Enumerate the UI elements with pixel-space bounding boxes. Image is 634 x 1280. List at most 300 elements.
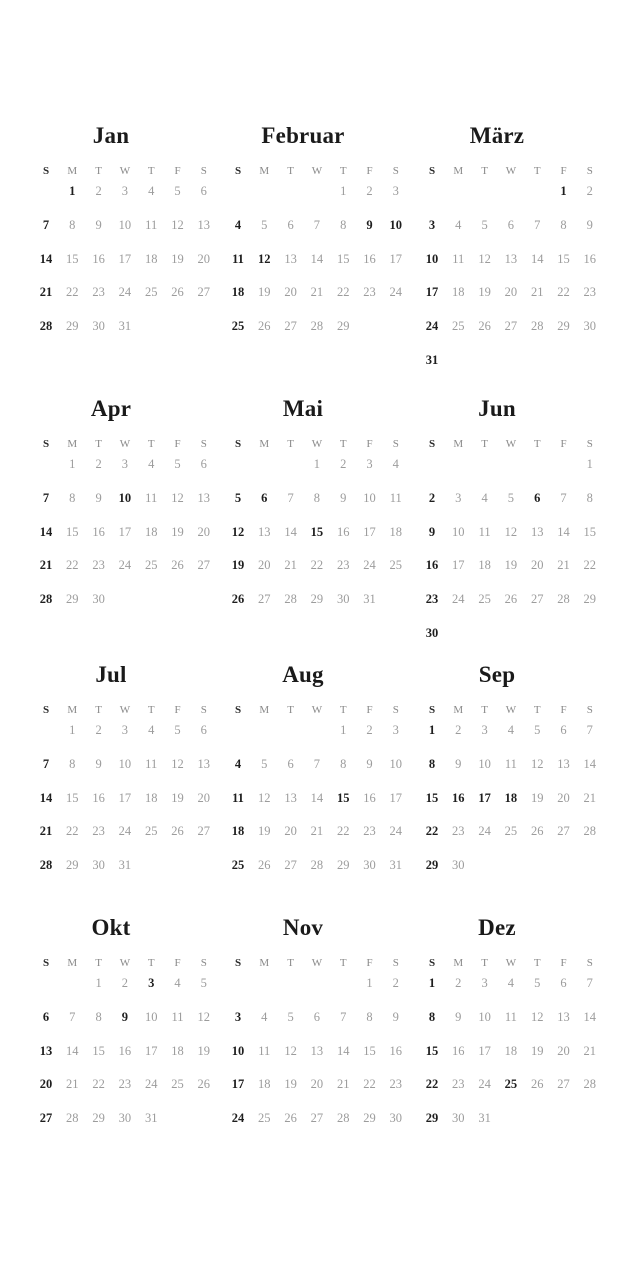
day-cell[interactable]: 16	[118, 1043, 132, 1058]
day-cell[interactable]: 24	[389, 285, 403, 300]
day-cell[interactable]: 11	[232, 251, 244, 266]
day-cell[interactable]: 18	[478, 558, 491, 573]
day-cell[interactable]: 28	[583, 824, 597, 839]
day-cell[interactable]: 5	[174, 457, 181, 471]
day-cell[interactable]: 11	[258, 1043, 271, 1058]
day-cell[interactable]: 14	[557, 524, 570, 539]
day-cell[interactable]: 2	[366, 723, 373, 737]
day-cell[interactable]: 22	[425, 824, 439, 839]
day-cell[interactable]: 26	[231, 592, 245, 607]
day-cell[interactable]: 23	[363, 824, 376, 839]
day-cell[interactable]: 20	[197, 790, 211, 805]
day-cell[interactable]: 27	[310, 1111, 324, 1126]
day-cell[interactable]: 14	[284, 524, 297, 539]
day-cell[interactable]: 22	[92, 1077, 105, 1092]
day-cell[interactable]: 16	[92, 524, 105, 539]
day-cell[interactable]: 23	[583, 285, 597, 300]
day-cell[interactable]: 16	[92, 251, 105, 266]
day-cell[interactable]: 24	[425, 319, 439, 334]
day-cell[interactable]: 6	[200, 723, 207, 737]
day-cell[interactable]: 15	[336, 790, 350, 805]
day-cell[interactable]: 3	[428, 217, 436, 232]
day-cell[interactable]: 9	[455, 756, 462, 771]
day-cell[interactable]: 15	[310, 524, 324, 539]
day-cell[interactable]: 8	[313, 490, 321, 505]
day-cell[interactable]: 13	[284, 790, 297, 805]
day-cell[interactable]: 9	[392, 1009, 399, 1024]
day-cell[interactable]: 28	[336, 1111, 350, 1126]
day-cell[interactable]: 2	[392, 976, 399, 990]
day-cell[interactable]: 4	[261, 1009, 268, 1024]
day-cell[interactable]: 4	[455, 217, 462, 232]
day-cell[interactable]: 27	[284, 319, 297, 334]
day-cell[interactable]: 21	[336, 1077, 350, 1092]
day-cell[interactable]: 18	[144, 524, 158, 539]
day-cell[interactable]: 21	[530, 285, 544, 300]
day-cell[interactable]: 8	[340, 756, 347, 771]
day-cell[interactable]: 30	[92, 319, 105, 334]
day-cell[interactable]: 27	[284, 858, 297, 873]
day-cell[interactable]: 10	[231, 1043, 245, 1058]
day-cell[interactable]: 5	[174, 723, 181, 737]
day-cell[interactable]: 25	[231, 858, 245, 873]
day-cell[interactable]: 23	[92, 824, 105, 839]
day-cell[interactable]: 2	[121, 976, 129, 990]
day-cell[interactable]: 6	[200, 184, 207, 198]
day-cell[interactable]: 8	[560, 217, 567, 232]
day-cell[interactable]: 8	[69, 217, 76, 232]
day-cell[interactable]: 7	[313, 756, 321, 771]
day-cell[interactable]: 21	[557, 558, 570, 573]
day-cell[interactable]: 20	[258, 558, 271, 573]
day-cell[interactable]: 5	[287, 1009, 294, 1024]
day-cell[interactable]: 26	[258, 858, 271, 873]
day-cell[interactable]: 10	[144, 1009, 158, 1024]
day-cell[interactable]: 19	[258, 285, 271, 300]
day-cell[interactable]: 12	[504, 524, 518, 539]
day-cell[interactable]: 4	[234, 217, 242, 232]
day-cell[interactable]: 22	[557, 285, 570, 300]
day-cell[interactable]: 26	[258, 319, 271, 334]
day-cell[interactable]: 14	[583, 756, 597, 771]
day-cell[interactable]: 2	[586, 184, 593, 198]
day-cell[interactable]: 3	[366, 457, 373, 471]
day-cell[interactable]: 19	[171, 790, 184, 805]
day-cell[interactable]: 11	[145, 217, 158, 232]
day-cell[interactable]: 19	[171, 524, 184, 539]
day-cell[interactable]: 11	[145, 756, 158, 771]
day-cell[interactable]: 10	[478, 1009, 491, 1024]
day-cell[interactable]: 17	[389, 790, 403, 805]
day-cell[interactable]: 28	[39, 592, 53, 607]
day-cell[interactable]: 14	[310, 251, 324, 266]
day-cell[interactable]: 14	[336, 1043, 350, 1058]
day-cell[interactable]: 27	[197, 824, 211, 839]
day-cell[interactable]: 9	[95, 756, 102, 771]
day-cell[interactable]: 25	[144, 824, 158, 839]
day-cell[interactable]: 6	[313, 1009, 321, 1024]
day-cell[interactable]: 1	[69, 723, 76, 737]
day-cell[interactable]: 9	[455, 1009, 462, 1024]
day-cell[interactable]: 8	[340, 217, 347, 232]
day-cell[interactable]: 17	[231, 1077, 245, 1092]
day-cell[interactable]: 20	[557, 790, 570, 805]
day-cell[interactable]: 3	[481, 976, 488, 990]
day-cell[interactable]: 21	[583, 1043, 597, 1058]
day-cell[interactable]: 6	[261, 490, 268, 505]
day-cell[interactable]: 4	[507, 976, 515, 990]
day-cell[interactable]: 27	[197, 285, 211, 300]
day-cell[interactable]: 9	[428, 524, 436, 539]
day-cell[interactable]: 24	[389, 824, 403, 839]
day-cell[interactable]: 15	[66, 251, 79, 266]
day-cell[interactable]: 28	[284, 592, 297, 607]
day-cell[interactable]: 23	[92, 558, 105, 573]
day-cell[interactable]: 27	[39, 1111, 53, 1126]
day-cell[interactable]: 2	[95, 723, 102, 737]
day-cell[interactable]: 18	[452, 285, 465, 300]
day-cell[interactable]: 11	[232, 790, 244, 805]
day-cell[interactable]: 13	[557, 1009, 570, 1024]
day-cell[interactable]: 7	[313, 217, 321, 232]
day-cell[interactable]: 29	[425, 858, 439, 873]
day-cell[interactable]: 7	[42, 756, 50, 771]
day-cell[interactable]: 13	[197, 756, 211, 771]
day-cell[interactable]: 18	[231, 824, 245, 839]
day-cell[interactable]: 21	[39, 285, 53, 300]
day-cell[interactable]: 17	[118, 790, 132, 805]
day-cell[interactable]: 22	[66, 285, 79, 300]
day-cell[interactable]: 14	[39, 790, 53, 805]
day-cell[interactable]: 23	[363, 285, 376, 300]
day-cell[interactable]: 7	[287, 490, 294, 505]
day-cell[interactable]: 26	[530, 824, 544, 839]
day-cell[interactable]: 15	[425, 790, 439, 805]
day-cell[interactable]: 13	[310, 1043, 324, 1058]
day-cell[interactable]: 18	[231, 285, 245, 300]
day-cell[interactable]: 18	[504, 1043, 518, 1058]
day-cell[interactable]: 16	[363, 790, 376, 805]
day-cell[interactable]: 3	[392, 723, 399, 737]
day-cell[interactable]: 26	[171, 285, 184, 300]
day-cell[interactable]: 13	[284, 251, 297, 266]
day-cell[interactable]: 16	[389, 1043, 403, 1058]
day-cell[interactable]: 24	[118, 558, 132, 573]
day-cell[interactable]: 1	[340, 184, 347, 198]
day-cell[interactable]: 12	[171, 217, 184, 232]
day-cell[interactable]: 18	[258, 1077, 271, 1092]
day-cell[interactable]: 29	[66, 319, 79, 334]
day-cell[interactable]: 3	[148, 976, 155, 990]
day-cell[interactable]: 19	[258, 824, 271, 839]
day-cell[interactable]: 16	[452, 790, 465, 805]
day-cell[interactable]: 10	[425, 251, 439, 266]
day-cell[interactable]: 20	[284, 285, 297, 300]
day-cell[interactable]: 25	[452, 319, 465, 334]
day-cell[interactable]: 6	[287, 217, 294, 232]
day-cell[interactable]: 2	[428, 490, 436, 505]
day-cell[interactable]: 23	[452, 824, 465, 839]
day-cell[interactable]: 24	[118, 824, 132, 839]
day-cell[interactable]: 20	[39, 1077, 53, 1092]
day-cell[interactable]: 29	[310, 592, 324, 607]
day-cell[interactable]: 7	[586, 976, 593, 990]
day-cell[interactable]: 26	[504, 592, 518, 607]
day-cell[interactable]: 5	[174, 184, 181, 198]
day-cell[interactable]: 20	[284, 824, 297, 839]
day-cell[interactable]: 3	[481, 723, 488, 737]
day-cell[interactable]: 26	[171, 824, 184, 839]
day-cell[interactable]: 1	[340, 723, 347, 737]
day-cell[interactable]: 11	[504, 756, 517, 771]
day-cell[interactable]: 30	[92, 592, 105, 607]
day-cell[interactable]: 12	[231, 524, 245, 539]
day-cell[interactable]: 26	[284, 1111, 297, 1126]
day-cell[interactable]: 2	[455, 976, 462, 990]
day-cell[interactable]: 15	[583, 524, 597, 539]
day-cell[interactable]: 9	[366, 756, 373, 771]
day-cell[interactable]: 29	[66, 592, 79, 607]
day-cell[interactable]: 16	[425, 558, 439, 573]
day-cell[interactable]: 27	[557, 824, 570, 839]
day-cell[interactable]: 31	[118, 858, 132, 873]
day-cell[interactable]: 1	[69, 457, 76, 471]
day-cell[interactable]: 13	[39, 1043, 53, 1058]
day-cell[interactable]: 12	[530, 756, 544, 771]
day-cell[interactable]: 22	[310, 558, 324, 573]
day-cell[interactable]: 15	[363, 1043, 376, 1058]
day-cell[interactable]: 25	[504, 824, 518, 839]
day-cell[interactable]: 10	[389, 217, 403, 232]
day-cell[interactable]: 4	[507, 723, 515, 737]
day-cell[interactable]: 24	[452, 592, 465, 607]
day-cell[interactable]: 20	[557, 1043, 570, 1058]
day-cell[interactable]: 31	[389, 858, 403, 873]
day-cell[interactable]: 25	[144, 285, 158, 300]
day-cell[interactable]: 21	[310, 285, 324, 300]
day-cell[interactable]: 17	[118, 251, 132, 266]
day-cell[interactable]: 8	[69, 756, 76, 771]
day-cell[interactable]: 10	[118, 217, 132, 232]
day-cell[interactable]: 25	[144, 558, 158, 573]
day-cell[interactable]: 20	[310, 1077, 324, 1092]
day-cell[interactable]: 12	[478, 251, 491, 266]
day-cell[interactable]: 25	[478, 592, 491, 607]
day-cell[interactable]: 28	[39, 319, 53, 334]
day-cell[interactable]: 8	[366, 1009, 373, 1024]
day-cell[interactable]: 31	[363, 592, 376, 607]
day-cell[interactable]: 20	[197, 251, 211, 266]
day-cell[interactable]: 9	[366, 217, 373, 232]
day-cell[interactable]: 17	[478, 1043, 491, 1058]
day-cell[interactable]: 28	[66, 1111, 79, 1126]
day-cell[interactable]: 20	[504, 285, 518, 300]
day-cell[interactable]: 15	[425, 1043, 439, 1058]
day-cell[interactable]: 25	[389, 558, 403, 573]
day-cell[interactable]: 19	[504, 558, 518, 573]
day-cell[interactable]: 29	[336, 319, 350, 334]
day-cell[interactable]: 1	[428, 976, 436, 990]
day-cell[interactable]: 2	[95, 184, 102, 198]
day-cell[interactable]: 30	[583, 319, 597, 334]
day-cell[interactable]: 4	[234, 756, 242, 771]
day-cell[interactable]: 18	[171, 1043, 184, 1058]
day-cell[interactable]: 8	[95, 1009, 102, 1024]
day-cell[interactable]: 12	[197, 1009, 211, 1024]
day-cell[interactable]: 1	[95, 976, 102, 990]
day-cell[interactable]: 23	[118, 1077, 132, 1092]
day-cell[interactable]: 21	[39, 558, 53, 573]
day-cell[interactable]: 28	[583, 1077, 597, 1092]
day-cell[interactable]: 17	[389, 251, 403, 266]
day-cell[interactable]: 18	[144, 251, 158, 266]
day-cell[interactable]: 25	[258, 1111, 271, 1126]
day-cell[interactable]: 20	[530, 558, 544, 573]
day-cell[interactable]: 5	[534, 723, 541, 737]
day-cell[interactable]: 12	[171, 490, 184, 505]
day-cell[interactable]: 24	[118, 285, 132, 300]
day-cell[interactable]: 29	[557, 319, 570, 334]
day-cell[interactable]: 31	[118, 319, 132, 334]
day-cell[interactable]: 22	[336, 824, 350, 839]
day-cell[interactable]: 1	[69, 184, 76, 198]
day-cell[interactable]: 12	[284, 1043, 297, 1058]
day-cell[interactable]: 11	[389, 490, 402, 505]
day-cell[interactable]: 28	[310, 858, 324, 873]
day-cell[interactable]: 11	[171, 1009, 184, 1024]
day-cell[interactable]: 16	[92, 790, 105, 805]
day-cell[interactable]: 22	[583, 558, 597, 573]
day-cell[interactable]: 15	[92, 1043, 105, 1058]
day-cell[interactable]: 7	[42, 490, 50, 505]
day-cell[interactable]: 19	[478, 285, 491, 300]
day-cell[interactable]: 6	[534, 490, 541, 505]
day-cell[interactable]: 1	[366, 976, 373, 990]
day-cell[interactable]: 12	[530, 1009, 544, 1024]
day-cell[interactable]: 15	[557, 251, 570, 266]
day-cell[interactable]: 2	[455, 723, 462, 737]
day-cell[interactable]: 5	[481, 217, 488, 232]
day-cell[interactable]: 8	[586, 490, 593, 505]
day-cell[interactable]: 30	[336, 592, 350, 607]
day-cell[interactable]: 9	[340, 490, 347, 505]
day-cell[interactable]: 1	[586, 457, 593, 471]
day-cell[interactable]: 30	[389, 1111, 403, 1126]
day-cell[interactable]: 4	[392, 457, 399, 471]
day-cell[interactable]: 5	[261, 217, 268, 232]
day-cell[interactable]: 10	[118, 490, 132, 505]
day-cell[interactable]: 8	[69, 490, 76, 505]
day-cell[interactable]: 15	[66, 524, 79, 539]
day-cell[interactable]: 12	[171, 756, 184, 771]
day-cell[interactable]: 29	[66, 858, 79, 873]
day-cell[interactable]: 14	[66, 1043, 79, 1058]
day-cell[interactable]: 3	[392, 184, 399, 198]
day-cell[interactable]: 14	[583, 1009, 597, 1024]
day-cell[interactable]: 25	[231, 319, 245, 334]
day-cell[interactable]: 21	[284, 558, 297, 573]
day-cell[interactable]: 30	[363, 858, 376, 873]
day-cell[interactable]: 1	[560, 184, 567, 198]
day-cell[interactable]: 23	[336, 558, 350, 573]
day-cell[interactable]: 28	[39, 858, 53, 873]
day-cell[interactable]: 17	[363, 524, 376, 539]
day-cell[interactable]: 3	[234, 1009, 242, 1024]
day-cell[interactable]: 24	[363, 558, 376, 573]
day-cell[interactable]: 30	[425, 626, 439, 640]
day-cell[interactable]: 22	[336, 285, 350, 300]
day-cell[interactable]: 8	[428, 756, 436, 771]
day-cell[interactable]: 25	[171, 1077, 184, 1092]
day-cell[interactable]: 13	[197, 217, 211, 232]
day-cell[interactable]: 26	[478, 319, 491, 334]
day-cell[interactable]: 6	[560, 723, 567, 737]
day-cell[interactable]: 19	[284, 1077, 297, 1092]
day-cell[interactable]: 24	[478, 1077, 491, 1092]
day-cell[interactable]: 19	[171, 251, 184, 266]
day-cell[interactable]: 6	[560, 976, 567, 990]
day-cell[interactable]: 26	[197, 1077, 211, 1092]
day-cell[interactable]: 19	[530, 790, 544, 805]
day-cell[interactable]: 6	[42, 1009, 50, 1024]
day-cell[interactable]: 7	[69, 1009, 76, 1024]
day-cell[interactable]: 2	[95, 457, 102, 471]
day-cell[interactable]: 24	[231, 1111, 245, 1126]
day-cell[interactable]: 15	[66, 790, 79, 805]
day-cell[interactable]: 23	[452, 1077, 465, 1092]
day-cell[interactable]: 18	[144, 790, 158, 805]
day-cell[interactable]: 17	[118, 524, 132, 539]
day-cell[interactable]: 30	[118, 1111, 132, 1126]
day-cell[interactable]: 4	[148, 723, 155, 737]
day-cell[interactable]: 2	[366, 184, 373, 198]
day-cell[interactable]: 9	[586, 217, 593, 232]
day-cell[interactable]: 27	[197, 558, 211, 573]
day-cell[interactable]: 31	[478, 1111, 491, 1126]
day-cell[interactable]: 13	[530, 524, 544, 539]
day-cell[interactable]: 9	[95, 217, 102, 232]
day-cell[interactable]: 5	[507, 490, 515, 505]
day-cell[interactable]: 8	[428, 1009, 436, 1024]
day-cell[interactable]: 22	[425, 1077, 439, 1092]
day-cell[interactable]: 28	[310, 319, 324, 334]
day-cell[interactable]: 9	[121, 1009, 129, 1024]
day-cell[interactable]: 27	[557, 1077, 570, 1092]
day-cell[interactable]: 9	[95, 490, 102, 505]
day-cell[interactable]: 21	[66, 1077, 79, 1092]
day-cell[interactable]: 30	[92, 858, 105, 873]
day-cell[interactable]: 30	[452, 1111, 465, 1126]
day-cell[interactable]: 17	[452, 558, 465, 573]
day-cell[interactable]: 26	[171, 558, 184, 573]
day-cell[interactable]: 10	[452, 524, 465, 539]
day-cell[interactable]: 28	[557, 592, 570, 607]
day-cell[interactable]: 30	[452, 858, 465, 873]
day-cell[interactable]: 6	[287, 756, 294, 771]
day-cell[interactable]: 10	[389, 756, 403, 771]
day-cell[interactable]: 22	[66, 558, 79, 573]
day-cell[interactable]: 17	[144, 1043, 158, 1058]
day-cell[interactable]: 23	[92, 285, 105, 300]
day-cell[interactable]: 14	[39, 524, 53, 539]
day-cell[interactable]: 19	[197, 1043, 211, 1058]
day-cell[interactable]: 7	[534, 217, 541, 232]
day-cell[interactable]: 16	[336, 524, 350, 539]
day-cell[interactable]: 29	[92, 1111, 105, 1126]
day-cell[interactable]: 23	[389, 1077, 403, 1092]
day-cell[interactable]: 25	[504, 1077, 518, 1092]
day-cell[interactable]: 27	[530, 592, 544, 607]
